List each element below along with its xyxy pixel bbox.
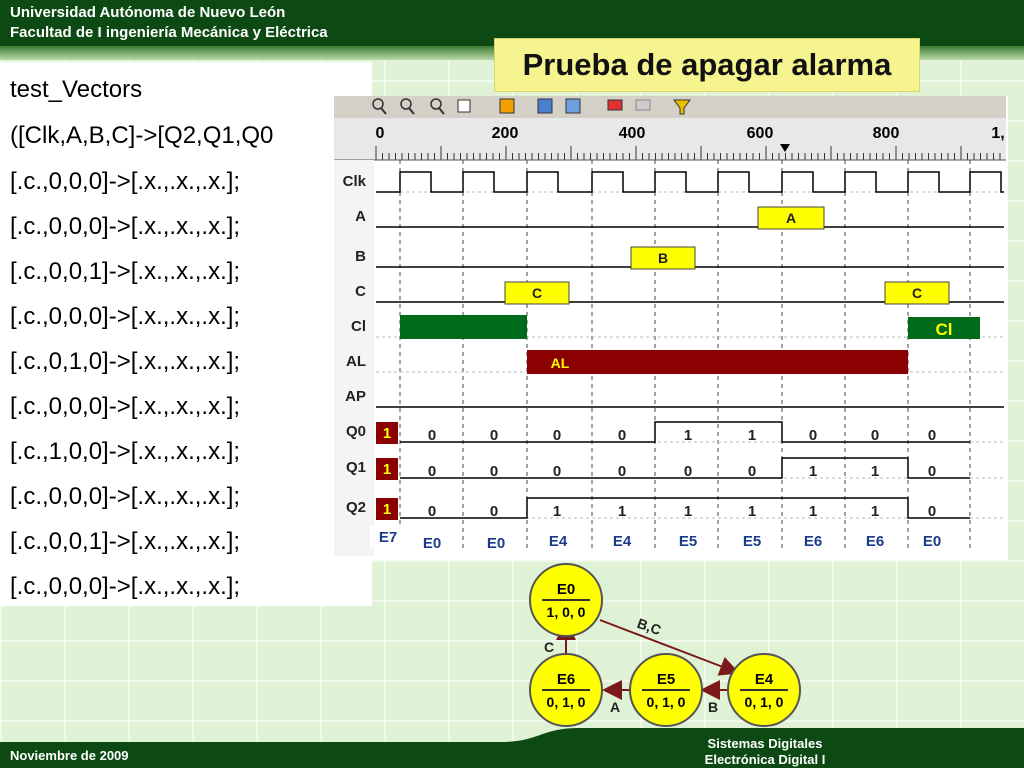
edge-label-b: B bbox=[708, 699, 719, 715]
state-label: E4 bbox=[548, 533, 568, 550]
signal-name-ap[interactable]: AP bbox=[345, 388, 366, 405]
test-vector-line: [.c.,1,0,0]->[.x.,.x.,.x.]; bbox=[10, 438, 241, 465]
q0-value: 1 bbox=[747, 427, 757, 444]
slide-title: Prueba de apagar alarma bbox=[494, 38, 920, 92]
zoom-area-icon[interactable] bbox=[458, 100, 470, 112]
test-vectors-header: ([Clk,A,B,C]->[Q2,Q1,Q0 bbox=[10, 122, 274, 149]
signal-name-c[interactable]: C bbox=[355, 283, 366, 300]
signal-name-cl[interactable]: Cl bbox=[351, 318, 366, 335]
edit-signal-icon[interactable] bbox=[500, 99, 514, 113]
q2-value: 1 bbox=[683, 503, 693, 520]
waveform-toolbar bbox=[334, 96, 1006, 118]
footer-bar bbox=[0, 742, 1024, 768]
q2-value: 1 bbox=[747, 503, 757, 520]
eraser-icon[interactable] bbox=[636, 100, 650, 110]
edge-label-b-c: B,C bbox=[635, 614, 664, 639]
test-vector-line: [.c.,0,0,0]->[.x.,.x.,.x.]; bbox=[10, 213, 241, 240]
initial-value: 1 bbox=[382, 461, 392, 478]
state-label: E7 bbox=[378, 529, 398, 546]
edge-label-c: C bbox=[544, 639, 555, 655]
state-node-e0 bbox=[530, 564, 602, 636]
signal-name-q0[interactable]: Q0 bbox=[345, 423, 366, 440]
test-vectors-panel bbox=[0, 62, 372, 606]
q0-value: 0 bbox=[870, 427, 880, 444]
state-output: 0, 1, 0 bbox=[744, 694, 784, 710]
b-marker-label: B bbox=[657, 250, 669, 266]
test-vector-line: [.c.,0,0,0]->[.x.,.x.,.x.]; bbox=[10, 303, 241, 330]
q1-value: 0 bbox=[747, 463, 757, 480]
cl-marker-label: Cl bbox=[935, 320, 953, 339]
q1-value: 0 bbox=[489, 463, 499, 480]
ruler-label: 400 bbox=[618, 125, 646, 142]
save-icon[interactable] bbox=[538, 99, 552, 113]
ruler-label: 600 bbox=[746, 125, 774, 142]
test-vector-line: [.c.,0,0,0]->[.x.,.x.,.x.]; bbox=[10, 573, 241, 600]
state-label: E5 bbox=[742, 533, 762, 550]
signal-name-a[interactable]: A bbox=[355, 208, 366, 225]
c-marker-label: C bbox=[531, 285, 543, 301]
test-vectors-heading: test_Vectors bbox=[10, 76, 143, 103]
q0-value: 0 bbox=[617, 427, 627, 444]
ruler-label: 1, bbox=[991, 125, 1005, 142]
state-node-e5 bbox=[630, 654, 702, 726]
state-output: 1, 0, 0 bbox=[546, 604, 586, 620]
al-bar-label: AL bbox=[550, 355, 570, 371]
q1-value: 1 bbox=[870, 463, 880, 480]
cl-active-bar bbox=[400, 315, 527, 339]
q1-value: 0 bbox=[427, 463, 437, 480]
q0-value: 0 bbox=[927, 427, 937, 444]
q1-value: 1 bbox=[808, 463, 818, 480]
test-vector-line: [.c.,0,0,0]->[.x.,.x.,.x.]; bbox=[10, 483, 241, 510]
ruler-label: 200 bbox=[491, 125, 519, 142]
state-label: E4 bbox=[612, 533, 632, 550]
q2-value: 0 bbox=[489, 503, 499, 520]
time-ruler bbox=[334, 118, 1006, 160]
signal-name-q2[interactable]: Q2 bbox=[345, 499, 366, 516]
state-output: 0, 1, 0 bbox=[546, 694, 586, 710]
copy-icon[interactable] bbox=[566, 99, 580, 113]
state-label: E0 bbox=[922, 533, 942, 550]
q0-value: 0 bbox=[489, 427, 499, 444]
transition-e5-e6 bbox=[606, 690, 630, 715]
signal-name-b[interactable]: B bbox=[355, 248, 366, 265]
al-active-bar bbox=[527, 350, 908, 374]
test-vector-line: [.c.,0,0,0]->[.x.,.x.,.x.]; bbox=[10, 168, 241, 195]
q2-value: 1 bbox=[617, 503, 627, 520]
state-name: E5 bbox=[656, 671, 676, 688]
q1-value: 0 bbox=[927, 463, 937, 480]
q2-value: 0 bbox=[427, 503, 437, 520]
state-label: E0 bbox=[422, 535, 442, 552]
state-diagram bbox=[520, 560, 810, 730]
c-marker-2-label: C bbox=[911, 285, 923, 301]
q1-value: 0 bbox=[683, 463, 693, 480]
state-label: E5 bbox=[678, 533, 698, 550]
test-vector-line: [.c.,0,0,1]->[.x.,.x.,.x.]; bbox=[10, 258, 241, 285]
q0-value: 0 bbox=[808, 427, 818, 444]
edge-label-a: A bbox=[610, 699, 621, 715]
university-name: Universidad Autónoma de Nuevo León bbox=[10, 4, 286, 21]
ruler-label: 0 bbox=[375, 125, 385, 142]
footer-subcourse: Electrónica Digital I bbox=[704, 752, 826, 767]
footer-date: Noviembre de 2009 bbox=[10, 748, 129, 763]
q0-value: 0 bbox=[427, 427, 437, 444]
waveform-viewer bbox=[332, 96, 1008, 560]
footer-course: Sistemas Digitales bbox=[707, 736, 823, 751]
q2-value: 1 bbox=[552, 503, 562, 520]
signal-name-q1[interactable]: Q1 bbox=[345, 459, 366, 476]
ruler-label: 800 bbox=[872, 125, 900, 142]
state-name: E4 bbox=[754, 671, 774, 688]
test-vector-line: [.c.,0,0,0]->[.x.,.x.,.x.]; bbox=[10, 393, 241, 420]
signal-name-al[interactable]: AL bbox=[346, 353, 366, 370]
state-node-e4 bbox=[728, 654, 800, 726]
state-node-e6 bbox=[530, 654, 602, 726]
test-vector-line: [.c.,0,1,0]->[.x.,.x.,.x.]; bbox=[10, 348, 241, 375]
state-label: E6 bbox=[803, 533, 823, 550]
q2-value: 1 bbox=[808, 503, 818, 520]
initial-value: 1 bbox=[382, 501, 392, 518]
state-name: E0 bbox=[556, 581, 576, 598]
q2-value: 0 bbox=[927, 503, 937, 520]
transition-e4-e5 bbox=[704, 690, 728, 715]
faculty-name: Facultad de I ingeniería Mecánica y Eléctrica bbox=[10, 24, 328, 41]
q1-value: 0 bbox=[617, 463, 627, 480]
state-output: 0, 1, 0 bbox=[646, 694, 686, 710]
state-name: E6 bbox=[556, 671, 576, 688]
test-vector-line: [.c.,0,0,1]->[.x.,.x.,.x.]; bbox=[10, 528, 241, 555]
initial-value: 1 bbox=[382, 425, 392, 442]
q2-value: 1 bbox=[870, 503, 880, 520]
q1-value: 0 bbox=[552, 463, 562, 480]
state-label: E0 bbox=[486, 535, 506, 552]
state-label: E6 bbox=[865, 533, 885, 550]
pencil-icon[interactable] bbox=[608, 100, 622, 110]
q0-value: 1 bbox=[683, 427, 693, 444]
q0-value: 0 bbox=[552, 427, 562, 444]
signal-name-clk[interactable]: Clk bbox=[342, 173, 366, 190]
a-marker-label: A bbox=[785, 210, 797, 226]
